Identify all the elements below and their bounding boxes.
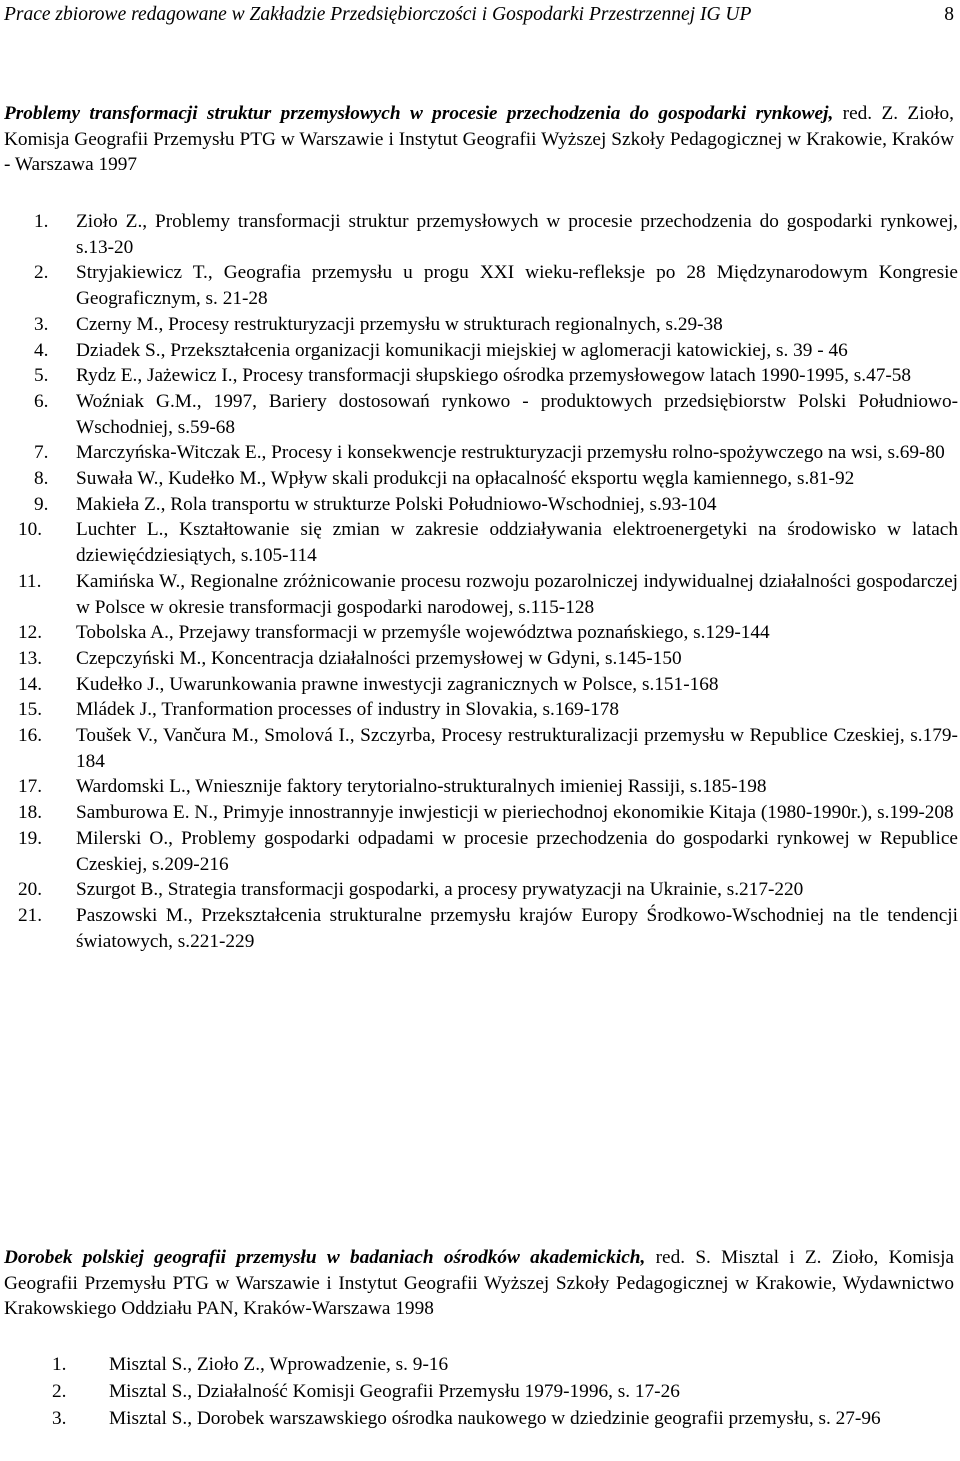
book-title: Problemy transformacji struktur przemysłowych w procesie przechodzenia do gospodarki rynkowej, <box>4 103 834 124</box>
item-author: Rydz E., Jażewicz I. <box>76 365 233 387</box>
list-item <box>8 363 958 389</box>
item-number: 3. <box>52 1408 67 1429</box>
item-text: , Problemy transformacji struktur przemysłowych w procesie przechodzenia do gospodarki rynkowej, s.13-20 <box>76 211 958 258</box>
item-author: Makieła Z. <box>76 493 161 515</box>
item-number: 1. <box>34 211 49 232</box>
item-author: Stryjakiewicz T. <box>76 262 208 284</box>
item-author: Czepczyński M. <box>76 647 202 669</box>
item-number: 13. <box>18 647 43 669</box>
header-title: Prace zbiorowe redagowane w Zakładzie Przedsiębiorczości i Gospodarki Przestrzennej IG UP <box>4 4 752 25</box>
list-item <box>8 209 958 260</box>
item-author: Woźniak G.M. <box>76 390 197 412</box>
item-text: , Przekształcenia organizacji komunikacji miejskiej w aglomeracji katowickiej, s. 39 - 46 <box>160 339 848 361</box>
item-author: Zioło Z. <box>76 211 143 232</box>
page-number: 8 <box>944 4 954 25</box>
list-item <box>8 723 958 774</box>
item-text: , Problemy gospodarki odpadami w procesie przechodzenia do gospodarki rynkowej w Republice Czeskiej, s.209-216 <box>76 827 958 875</box>
item-text: , Uwarunkowania prawne inwestycji zagranicznych w Polsce, s.151-168 <box>159 673 719 695</box>
item-number: 20. <box>18 879 43 901</box>
item-text: , Geografia przemysłu u progu XXI wieku-refleksje po 28 Międzynarodowym Kongresie Geograficznym, s. 21-28 <box>76 262 958 310</box>
item-text: , Przekształcenia strukturalne przemysłu krajów Europy Środkowo-Wschodniej na tle tendencji światowych, s.221-229 <box>76 904 958 952</box>
item-text: , Primyje innostrannyje inwjesticji w pieriechodnoj ekonomikie Kitaja (1980-1990r.), s.199-208 <box>213 802 954 824</box>
item-author: Misztal S. <box>109 1381 188 1402</box>
item-author: Misztal S. <box>109 1408 188 1429</box>
item-number: 11. <box>18 570 42 592</box>
item-text: , Rola transportu w strukturze Polski Południowo-Wschodniej, s.93-104 <box>160 493 717 515</box>
list-item <box>8 569 958 620</box>
item-number: 5. <box>34 365 49 387</box>
list-item <box>52 1405 952 1432</box>
item-number: 6. <box>34 390 49 412</box>
list-item <box>52 1351 952 1378</box>
list-item <box>52 1378 952 1405</box>
item-author: Toušek V., Vančura M., Smolová I. <box>76 725 350 747</box>
item-author: Kudełko J. <box>76 673 160 695</box>
item-text: , Dorobek warszawskiego ośrodka naukowego w dziedzinie geografii przemysłu, s. 27-96 <box>187 1408 881 1429</box>
item-text: , Wpływ skali produkcji na opłacalność eksportu węgla kamiennego, s.81-92 <box>261 468 855 490</box>
item-text: , Procesy i konsekwencje restrukturyzacji przemysłu rolno-spożywczego na wsi, s.69-80 <box>261 442 945 464</box>
item-number: 16. <box>18 725 43 747</box>
book-entry-2 <box>4 1245 954 1322</box>
list-item <box>8 389 958 440</box>
contents-list-1 <box>8 209 958 954</box>
item-text: , Szczyrba, Procesy restrukturalizacji przemysłu w Republice Czeskiej, s.179-184 <box>76 725 958 772</box>
item-author: Mládek J. <box>76 699 153 721</box>
item-author: Szurgot B. <box>76 879 159 901</box>
book-details: red. S. Misztal i Z. Zioło, Komisja Geografii Przemysłu PTG w Warszawie i Instytut Geografii Wyższej Szkoły Pedagogicznej w Krakowie, Wydawnictwo Krakowskiego Oddziału PAN, Kraków-Warszawa 1998 <box>4 1247 954 1320</box>
item-number: 14. <box>18 673 43 695</box>
list-item <box>8 517 958 568</box>
item-number: 19. <box>18 827 43 849</box>
item-number: 18. <box>18 802 43 824</box>
list-item <box>8 260 958 311</box>
item-number: 7. <box>34 442 49 464</box>
item-author: Suwała W., Kudełko M. <box>76 468 262 490</box>
list-item <box>8 466 958 492</box>
list-item <box>8 338 958 364</box>
item-text: , Koncentracja działalności przemysłowej w Gdyni, s.145-150 <box>201 647 682 669</box>
item-text: , Procesy transformacji słupskiego ośrodka przemysłowegow latach 1990-1995, s.47-58 <box>232 365 912 387</box>
item-number: 9. <box>34 493 49 515</box>
item-number: 15. <box>18 699 43 721</box>
list-item <box>8 697 958 723</box>
item-number: 2. <box>52 1381 67 1402</box>
list-item <box>8 800 958 826</box>
item-author: Dziadek S. <box>76 339 161 361</box>
list-item <box>8 826 958 877</box>
item-author: Samburowa E. N. <box>76 802 214 824</box>
item-author: Wardomski L. <box>76 776 186 798</box>
item-text: , Strategia transformacji gospodarki, a procesy prywatyzacji na Ukrainie, s.217-220 <box>158 879 804 901</box>
book-entry-1 <box>4 101 954 178</box>
item-text: , Kształtowanie się zmian w zakresie oddziaływania elektroenergetyki na środowisko w latach dziewięćdziesiątych, s.105-114 <box>76 519 959 567</box>
list-item <box>8 492 958 518</box>
item-author: Misztal S., Zioło Z. <box>109 1354 261 1375</box>
book-title: Dorobek polskiej geografii przemysłu w badaniach ośrodków akademickich, <box>4 1247 646 1268</box>
item-author: Marczyńska-Witczak E. <box>76 442 262 464</box>
list-item <box>8 672 958 698</box>
list-item <box>8 877 958 903</box>
item-number: 12. <box>18 622 43 644</box>
book-details: red. Z. Zioło, Komisja Geografii Przemysłu PTG w Warszawie i Instytut Geografii Wyższej Szkoły Pedagogicznej w Krakowie, Kraków - Warszawa 1997 <box>4 103 954 176</box>
item-number: 17. <box>18 776 43 798</box>
item-number: 3. <box>34 313 49 335</box>
running-header <box>4 3 954 27</box>
list-item <box>8 903 958 954</box>
item-text: , Procesy restrukturyzacji przemysłu w strukturach regionalnych, s.29-38 <box>158 313 723 335</box>
item-number: 1. <box>52 1354 67 1375</box>
item-number: 2. <box>34 262 49 284</box>
item-text: , 1997, Bariery dostosowań rynkowo - produktowych przedsiębiorstw Polski Południowo-Wschodniej, s.59-68 <box>76 390 959 438</box>
item-number: 10. <box>18 519 43 541</box>
item-number: 21. <box>18 904 43 926</box>
item-text: , Wprowadzenie, s. 9-16 <box>260 1354 449 1375</box>
item-number: 4. <box>34 339 49 361</box>
item-author: Czerny M. <box>76 313 159 335</box>
item-text: , Regionalne zróżnicowanie procesu rozwoju pozarolniczej indywidualnej działalności gospodarczej w Polsce w okresie transformacji gospodarki narodowej, s.115-128 <box>76 570 958 618</box>
item-text: , Działalność Komisji Geografii Przemysłu 1979-1996, s. 17-26 <box>187 1381 680 1402</box>
item-number: 8. <box>34 468 49 490</box>
list-item <box>8 440 958 466</box>
item-text: , Wniesznije faktory terytorialno-strukturalnych imieniej Rassiji, s.185-198 <box>185 776 767 798</box>
item-author: Tobolska A. <box>76 622 169 644</box>
list-item <box>8 646 958 672</box>
contents-list-2 <box>52 1351 952 1432</box>
item-text: , Tranformation processes of industry in Slovakia, s.169-178 <box>152 699 620 721</box>
item-text: , Przejawy transformacji w przemyśle województwa poznańskiego, s.129-144 <box>168 622 770 644</box>
item-author: Paszowski M. <box>76 904 188 926</box>
list-item <box>8 312 958 338</box>
item-author: Kamińska W. <box>76 570 181 592</box>
list-item <box>8 620 958 646</box>
item-author: Luchter L. <box>76 519 164 541</box>
list-item <box>8 774 958 800</box>
item-author: Milerski O. <box>76 827 169 849</box>
